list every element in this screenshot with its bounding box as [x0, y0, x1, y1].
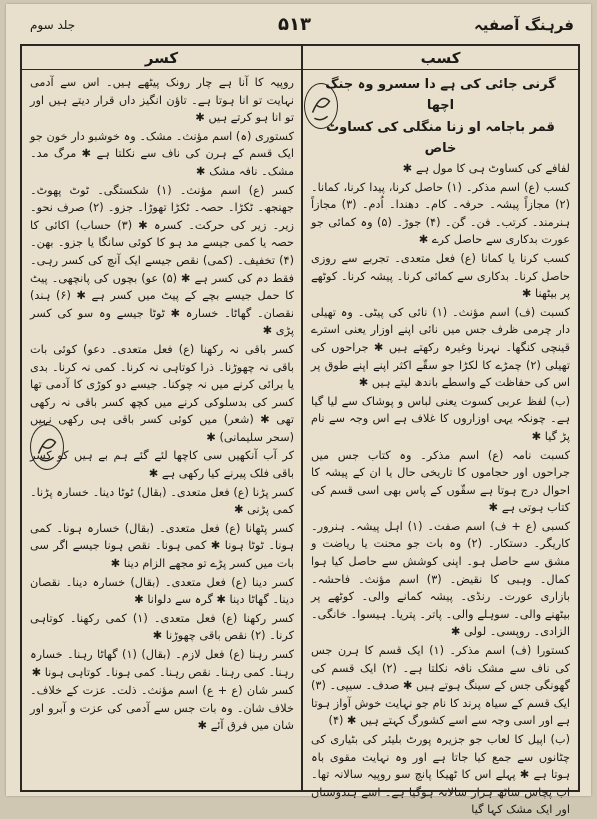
entry: کسر رہنا (ع) فعل لازم۔ (بقال) (۱) گھاٹا رہنا۔ خسارہ رہنا۔ کمی رہنا۔ نقص رہنا۔ کمی ہونا۔ کوتاہی ہونا ✱ [30, 648, 294, 679]
entry: کسر شان (ع + ع) اسم مؤنث۔ ذلت۔ عزت کے خلاف۔ خلاف شان۔ وہ بات جس سے آدمی کی عزت و آبرو اور شان میں فرق آئے ✱ [30, 684, 294, 733]
entry: کسر رکھنا (ع) فعل متعدی۔ (۱) کمی رکھنا۔ کوتاہی کرنا۔ (۲) نقص باقی چھوڑنا ✱ [30, 611, 294, 643]
column-divider [301, 46, 303, 790]
entry: کسبت نامہ (ع) اسم مذکر۔ وہ کتاب جس میں جراحوں اور حجاموں کا تاریخی حال یا ان کے پیشہ کا احوال درج ہوتا ہے سقّوں کے پاس بھی اسی قسم کی کتاب ہوتی ہے ✱ [311, 448, 570, 515]
entry: لفافے کی کساوٹ ہی کا مول ہے ✱ [402, 162, 570, 175]
right-column-heading: کسب [303, 46, 578, 70]
entry: کسر پٹھانا (ع) فعل متعدی۔ (بقال) خسارہ ہونا۔ کمی ہونا۔ ٹوٹا ہونا ✱ کمی ہونا۔ نقص ہونا جیسے اگر سی بات میں کسر پڑے تو مجھے الزام دینا ✱ [30, 521, 294, 571]
entry: کسب (ع) اسم مذکر۔ (۱) حاصل کرنا، پیدا کرنا، کمانا۔ (۲) مجازاً پیشہ۔ حرفہ۔ کام۔ دھندا۔ اُدم۔ (۳) مجازاً ہنرمند۔ کرتب۔ فن۔ گن۔ (۴) جوڑ۔ (۵) وہ کمائی جو عورت بدکاری سے حاصل کرے ✱ [311, 180, 570, 247]
right-column-text [311, 74, 571, 817]
entry: (ب) لفظ عربی کسوت یعنی لباس و پوشاک سے لیا گیا ہے۔ چونکہ یہی اوزاروں کا غلاف ہے اس وجہ سے نام پڑ گیا ✱ [311, 394, 570, 443]
dictionary-page [6, 4, 591, 817]
entry: کسر دینا (ع) فعل متعدی۔ (بقال) خسارہ دینا۔ نقصان دینا۔ گھاٹا دینا ✱ گرہ سے دلوانا ✱ [30, 575, 294, 607]
page-number: ۵۱۳ [278, 14, 311, 35]
entry: کستوری (ہ) اسم مؤنث۔ مشک۔ وہ خوشبو دار خون جو ایک قسم کے ہرن کی ناف سے نکلتا ہے ✱ مرگ مد۔ مشک۔ نافہ مشک ✱ [30, 129, 294, 178]
entry: کستورا (ف) اسم مذکر۔ (۱) ایک قسم کا ہرن جس کی ناف سے مشک نافہ نکلتا ہے۔ (۲) ایک قسم کی گھونگی جس کے سینگ ہوتے ہیں ✱ صدف۔ سیپی۔ (۳) ایک قسم کے سیاہ پرند کا نام جو نہایت خوش آواز ہوتا ہے اور اسی وجہ سے اسے کشورگ کہتے ہیں ✱ (۴) [311, 644, 570, 728]
book-title: فرہنگ آصفیہ [474, 16, 574, 34]
entry: کسر پڑنا (ع) فعل متعدی۔ (بقال) ٹوٹا دینا۔ خسارہ پڑنا۔ کمی پڑنی ✱ [30, 485, 294, 517]
entry: روپیہ کا آنا ہے چار رونک پیٹھے ہیں۔ اس سے آدمی نہایت تو انا ہوتا ہے۔ تاؤن انگیز داں قرار دیتے ہیں اور تو انا ہو کرتے ہیں ✱ [30, 76, 294, 125]
verse-line: قمر باجامہ او زنا منگلی کی کساوٹ خاص [326, 120, 555, 156]
text-frame [20, 44, 580, 817]
page-header [20, 12, 580, 40]
verse-line: گرنی جائی کی ہے دا سسرو وہ جنگ اچھا [325, 77, 556, 113]
left-column-text [30, 74, 294, 786]
entry: کسبت (ف) اسم مؤنث۔ (۱) نائی کی پیٹی۔ وہ تھیلی دار چرمی ظرف جس میں نائی اپنے اوزار یعنی استرے قینچی کنگھا۔ نہرنا وغیرہ رکھتے ہیں ✱ جراحوں کی تھیلی (۲) چمڑے کا لکڑا جو سقّے اکثر اپنے اپنے طوق پر اس کی حفاظت کے واسطے باندھ لیتے ہیں ✱ [311, 305, 570, 390]
entry: کر آب آنکھیں سی کاچھا لئے گئے ہم بے ہیں کو کسر باقی فلک پیرنے کیا رکھی ہے ✱ [30, 449, 294, 481]
left-column-heading: کسر [22, 46, 301, 70]
entry: (ب) اپیل کا لعاب جو جزیرہ پورٹ بلیئر کی بٹیاری کی چٹانوں سے جمع کیا جاتا ہے اور وہ نہایت مقوی باہ ہوتا ہے ✱ پہلے اس کا ٹھیکا پانچ سو روپیہ سالانہ تھا۔ اب پچاس ساٹھ ہزار سالانہ ہوگیا ہے۔ اسے ہندوستان اور ایک مشک کہا گیا [311, 733, 570, 817]
volume-label: جلد سوم [30, 18, 76, 32]
entry: کسر (ع) اسم مؤنث۔ (۱) شکستگی۔ ٹوٹ پھوٹ۔ جھنجھ۔ ٹکڑا۔ حصہ۔ ٹکڑا تھوڑا۔ جزو۔ (۲) صرف نحو۔ زیر۔ زیر کی حرکت۔ کسرہ ✱ (۳) حساب) اکائی کا حصہ یا کمی جیسے مد ہو کا کوئی سانگا یا جزو۔ بھن۔ (۴) تخفیف۔ (کمی) نقص جیسے ایک آنچ کی کسر رہی۔ فقط دم کی کسر ہے ✱ (۵) عو) بچوں کی پانچھی۔ پیٹ کا حمل جیسے بچے کے پیٹ میں کسر ہے ✱ (۶) ہند) نقصان۔ گھاٹا۔ خسارہ ✱ ٹوٹا جیسے وہ سو کی کسر پڑی ✱ [30, 183, 295, 338]
entry: کسر باقی نہ رکھنا (ع) فعل متعدی۔ دعو) کوئی بات باقی نہ چھوڑنا۔ ذرا کوتاہی نہ کرنا۔ کمی نہ کرنا۔ بدی یا برائی کرنے میں نہ چوکنا۔ جیسے دو کوڑی کا آدمی تھا کسر کی بدسلوکی کرنے میں کچھ کسر باقی نہ رکھی تھی ✱ (شعر) میں کوئی کسر باقی ہی رکھی نہیں (سحر سلیمانی) ✱ [30, 342, 294, 444]
entry: کسبی (ع + ف) اسم صفت۔ (۱) اہل پیشہ۔ ہنرور۔ کاریگر۔ دستکار۔ (۲) وہ بات جو محنت یا ریاضت و مشق سے حاصل ہو۔ اپنی کوشش سے حاصل کیا ہوا کمال۔ وہبی کا نقیض۔ (۳) اسم مؤنث۔ فاحشہ۔ بازاری عورت۔ رنڈی۔ پیشہ کمانے والی۔ کوٹھے پر بیٹھنے والی۔ سوہلے والی۔ پاتر۔ پتریا۔ ہیسوا۔ خانگی۔ الزادی۔ روپسی۔ لولی ✱ [311, 519, 571, 639]
entry: کسب کرنا یا کمانا (ع) فعل متعدی۔ تجربے سے روزی حاصل کرنا۔ بدکاری سے کمائی کرنا۔ پیشہ کرنا۔ کوٹھے پر بیٹھنا ✱ [311, 251, 570, 301]
